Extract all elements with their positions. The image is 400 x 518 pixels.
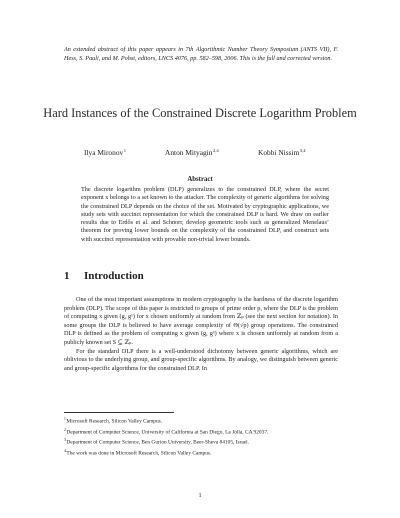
section-heading	[64, 270, 144, 282]
abstract-text: The discrete logarithm problem (DLP) generalizes to the constrained DLP, where the secret exponent x belongs to a set known to the attacker. The complexity of generic algorithms for solving the constrained DLP depends on the choice of the set. Motivated by cryptographic applications, we study sets with succinct representation for which the constrained DLP is hard. We draw on earlier results due to Erdős et al. and Schnorr, develop geometric tools such as generalized Menelaus’ theorem for proving lower bounds on the complexity of the constrained DLP, and construct sets with succinct representation with provable non-trivial lower bounds.	[81, 186, 329, 243]
footnote	[64, 436, 338, 447]
author-1	[84, 148, 126, 157]
footnote	[64, 415, 338, 426]
author-2	[165, 148, 219, 157]
page-number: 1	[198, 492, 202, 499]
author-name: Ilya Mironov	[84, 148, 124, 157]
footnote-mark: 4	[64, 449, 66, 454]
author-affiliation-mark: 2,4	[212, 148, 219, 153]
footnote-mark: 3	[64, 438, 66, 443]
body-paragraph: One of the most important assumptions in modern cryptography is the hardness of the discrete logarithm problem (DLP). The scope of this paper is restricted to groups of prime order p, where the DLP is the problem of computing x given (g, gˣ) for x chosen uniformly at random from ℤₚ (see the next section for notation). In some groups the DLP is believed to have average complexity of Θ(√p) group operations. The constrained DLP is defined as the problem of computing x given (g, gˣ) where x is chosen uniformly at random from a publicly known set S ⊆ ℤₚ.	[64, 296, 338, 346]
author-affiliation-mark: 1	[123, 148, 127, 153]
footnote-rule	[64, 412, 174, 413]
author-name: Anton Mityagin	[165, 148, 213, 157]
body-paragraph: For the standard DLP there is a well-understood dichotomy between generic algorithms, which are oblivious to the underlying group, and group-specific algorithms. By analogy, we distinguish between generic and group-specific algorithms for the constrained DLP. In	[64, 347, 338, 372]
section-number: 1	[64, 270, 70, 282]
footnote-text: Department of Computer Science, University of California at San Diego, La Jolla, CA 92037.	[66, 429, 269, 436]
body-text	[64, 296, 338, 373]
footnote-mark: 1	[64, 417, 66, 421]
footnote	[64, 447, 338, 458]
author-affiliation-mark: 3,4	[299, 148, 306, 153]
author-name: Kobbi Nissim	[258, 148, 300, 157]
footnote-mark: 2	[64, 427, 66, 432]
footnote	[64, 426, 338, 437]
paper-title: Hard Instances of the Constrained Discrete Logarithm Problem	[43, 106, 357, 120]
footnote-text: The work was done in Microsoft Research, Silicon Valley Campus.	[66, 450, 212, 457]
author-list	[64, 148, 344, 158]
footnote-text: Department of Computer Science, Ben Gurion University, Beer-Sheva 84105, Israel.	[66, 439, 250, 446]
publication-note: An extended abstract of this paper appears in 7th Algorithmic Number Theory Symposium (ANTS VII), F. Hess, S. Pauli, and M. Pohst, editors, LNCS 4076, pp. 582–598, 2006. This is the full and corrected version.	[64, 46, 338, 62]
footnotes	[64, 415, 338, 458]
section-title: Introduction	[84, 270, 144, 282]
author-3	[258, 148, 306, 157]
abstract-heading: Abstract	[187, 176, 213, 183]
footnote-text: Microsoft Research, Silicon Valley Campus.	[66, 418, 163, 425]
